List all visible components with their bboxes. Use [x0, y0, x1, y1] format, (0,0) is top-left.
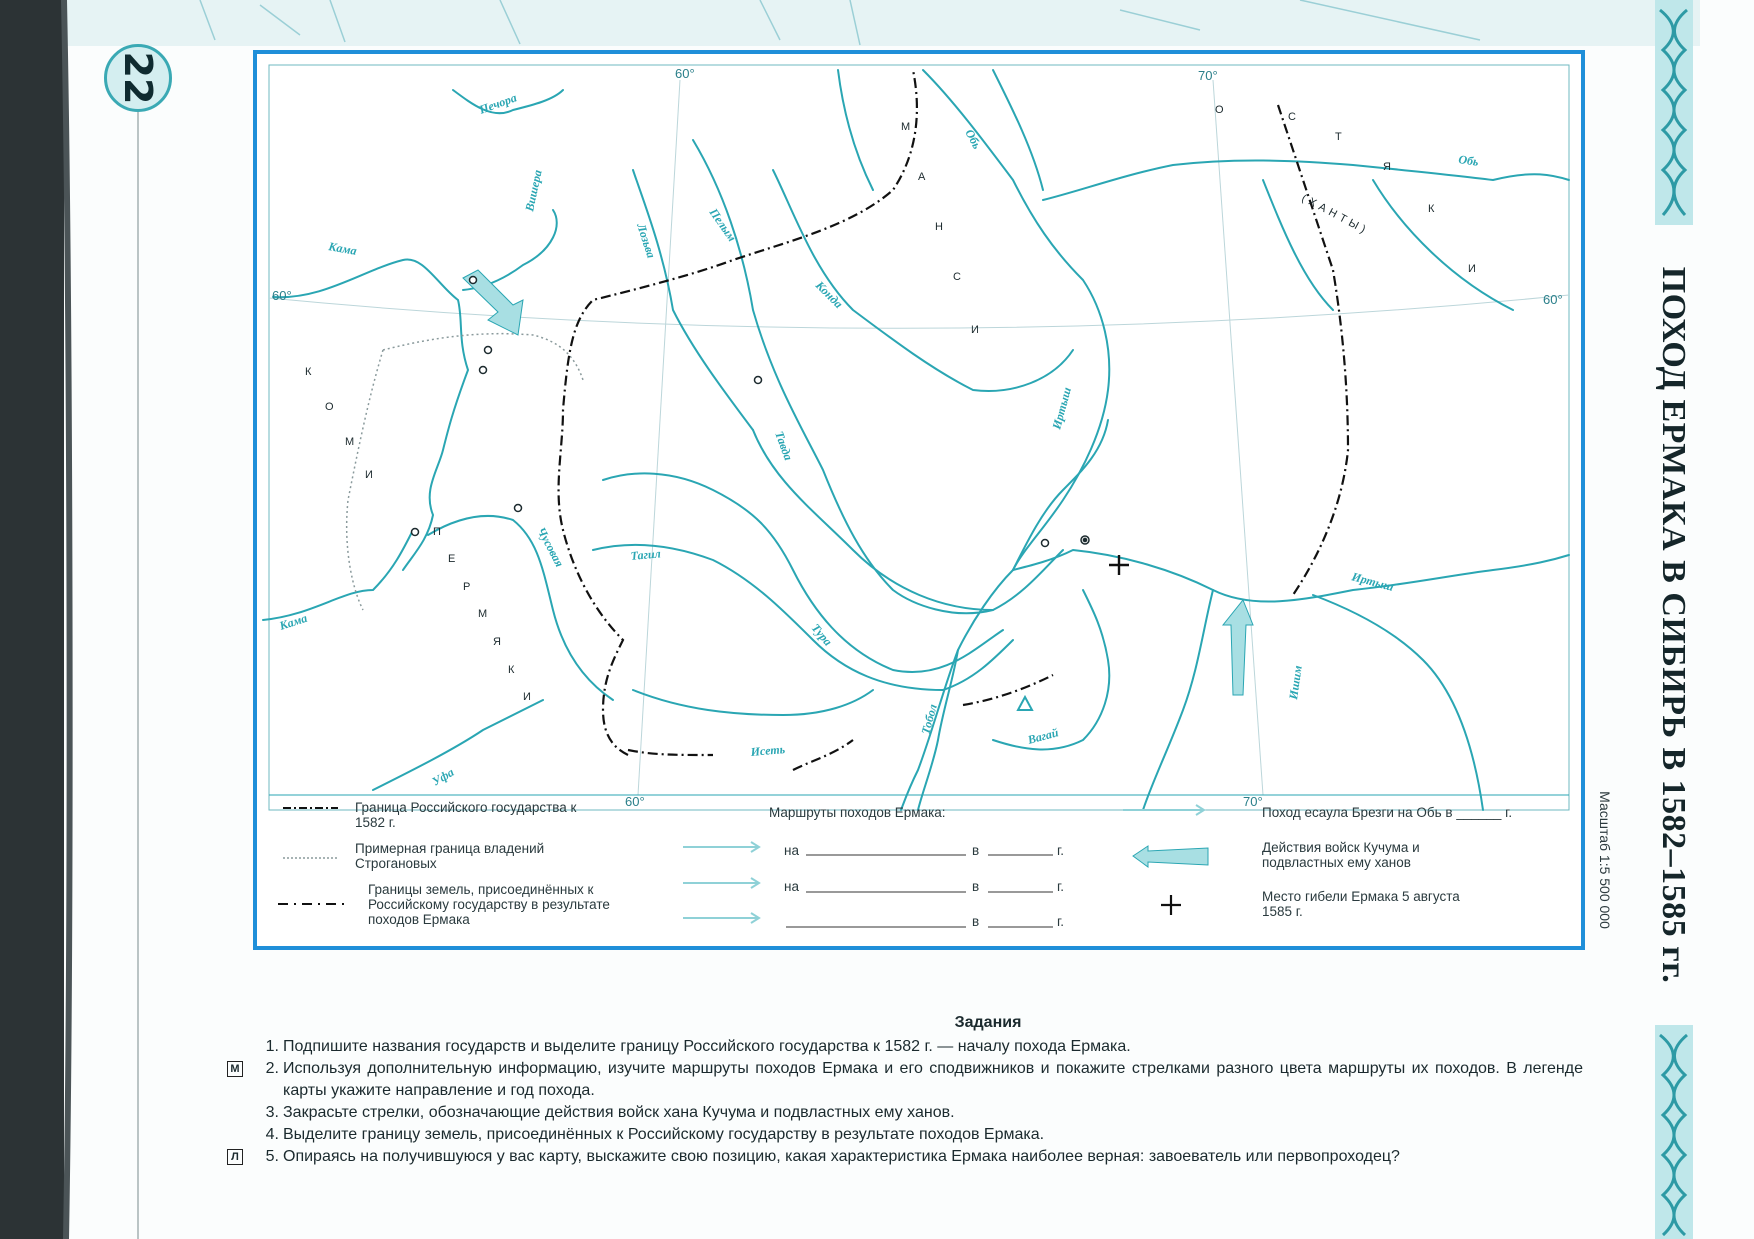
river-kama-lower	[263, 530, 413, 620]
legend-brezga: Поход есаула Брезги на Обь в ______ г.	[1262, 805, 1513, 820]
route-row-2-mid: в	[972, 879, 980, 894]
border-annexed-south-2	[793, 740, 853, 770]
legend-death: Место гибели Ермака 5 августа 1585 г.	[1262, 889, 1460, 919]
khanty-label: (ХАНТЫ)	[1299, 192, 1371, 238]
permyaki-letter: Я	[493, 636, 501, 648]
route-row-2-prefix: на	[784, 879, 799, 894]
capital-isker-dot	[1083, 538, 1086, 541]
map-scale: Масштаб 1:5 500 000	[1597, 791, 1613, 929]
tasks-section	[230, 1012, 1583, 1168]
tasks-title: Задания	[954, 1014, 1022, 1031]
task-item-1: 1. Подпишите названия государств и выделите границу Российского государства к 1582 г. — началу похода Ермака.	[265, 1038, 1131, 1055]
permyaki-letter: Р	[463, 581, 471, 593]
komi-letter: К	[305, 366, 312, 378]
komi-letter: М	[345, 436, 355, 448]
label-vagai: Вагай	[1026, 725, 1060, 747]
river-ob-north	[923, 70, 1109, 570]
meridian-label-70-top: 70°	[1198, 68, 1218, 83]
river-irtysh-east	[1013, 550, 1569, 602]
label-konda: Конда	[812, 278, 846, 311]
meridian-label-60-top: 60°	[675, 66, 695, 81]
route-row-3-mid: в	[972, 914, 980, 929]
legend-brezga-arrow	[1123, 805, 1204, 815]
legend-death-cross	[1161, 895, 1181, 915]
legend-kuchum-arrow	[1133, 846, 1208, 867]
label-lozva: Лозьва	[634, 221, 659, 260]
border-annexed-mid	[963, 675, 1053, 705]
rivers	[263, 70, 1569, 810]
permyaki-letter: М	[478, 608, 488, 620]
label-pelym: Пелым	[706, 205, 740, 245]
permyaki-letter: К	[508, 664, 515, 676]
mansi-letter: И	[971, 324, 979, 336]
komi-letter: О	[325, 401, 334, 413]
mansi-letter: М	[901, 121, 911, 133]
page-title: ПОХОД ЕРМАКА В СИБИРЬ В 1582–1585 гг.	[1655, 266, 1692, 984]
ostyaki-letter: К	[1428, 203, 1435, 215]
label-chusovaya: Чусовая	[534, 524, 567, 570]
river-vagai	[993, 590, 1109, 749]
river-iset	[633, 690, 873, 715]
river-lozva	[633, 170, 753, 430]
legend-route-arrow-3	[683, 913, 759, 923]
parallel-label-60-right: 60°	[1543, 292, 1563, 307]
river-east-tributary	[1313, 595, 1483, 810]
river-kama	[273, 259, 468, 570]
label-vishera: Вишера	[522, 168, 545, 213]
label-kama-north: Кама	[327, 239, 358, 258]
legend-routes-title: Маршруты походов Ермака:	[769, 805, 946, 820]
task-item-3: 3. Закрасьте стрелки, обозначающие действия войск хана Кучума и подвластных ему ханов.	[265, 1104, 955, 1121]
town-marker	[755, 377, 762, 384]
label-ufa: Уфа	[429, 764, 457, 789]
route-row-2-suffix: г.	[1057, 879, 1065, 894]
task-mark-m: М	[227, 1061, 243, 1077]
legend-kuchum: Действия войск Кучума и подвластных ему ханов	[1262, 840, 1420, 870]
town-marker	[470, 277, 477, 284]
route-row-3-suffix: г.	[1057, 914, 1065, 929]
kuchum-arrow-2	[1223, 600, 1253, 695]
town-marker	[515, 505, 522, 512]
river-chusovaya	[428, 516, 613, 700]
label-irtysh-north: Иртыш	[1049, 385, 1074, 431]
legend-stroganov: Примерная граница владений Строгановых	[355, 841, 545, 871]
river-tura	[593, 545, 1013, 690]
komi-letter: И	[365, 469, 373, 481]
town-marker	[480, 367, 487, 374]
ornament-bottom-right	[1655, 1025, 1693, 1239]
river-konda	[773, 170, 1073, 391]
route-row-1-mid: в	[972, 843, 980, 858]
river-ishim	[1143, 590, 1213, 810]
route-row-1-prefix: на	[784, 843, 799, 858]
label-tobol: Тобол	[918, 702, 940, 736]
label-tagil: Тагил	[630, 546, 662, 563]
mansi-letter: Н	[935, 221, 943, 233]
town-marker	[485, 347, 492, 354]
river-north-creek-2	[993, 70, 1043, 190]
label-ob-east: Обь	[1457, 152, 1480, 169]
river-north-creek-1	[838, 70, 873, 190]
mansi-letter: А	[918, 171, 926, 183]
label-tura: Тура	[808, 620, 835, 649]
river-ufa	[373, 700, 543, 790]
ostyaki-letter: Т	[1335, 131, 1342, 143]
task-item-5: Л 5. Опираясь на получившуюся у вас карту, выскажите свою позицию, какая характеристика Ермака наиболее верная: завоеватель или первопроходец?	[253, 1146, 1583, 1168]
legend-route-arrow-1	[683, 842, 759, 852]
triangle-marker	[1018, 697, 1032, 710]
permyaki-letter: П	[433, 526, 441, 538]
task-mark-l: Л	[227, 1149, 243, 1165]
task-item-4: 4. Выделите границу земель, присоединённых к Российскому государству в результате походов Ермака.	[265, 1126, 1045, 1143]
border-annexed-east	[1278, 105, 1348, 595]
label-ishim: Ишим	[1286, 664, 1305, 701]
graticule	[269, 80, 1569, 795]
permyaki-letter: И	[523, 691, 531, 703]
legend-route-arrow-2	[683, 878, 759, 888]
ostyaki-letter: С	[1288, 111, 1296, 123]
town-marker	[1042, 540, 1049, 547]
parallel-label-60-left: 60°	[272, 288, 292, 303]
permyaki-letter: Е	[448, 553, 456, 565]
legend-annexed: Границы земель, присоединённых к Российскому государству в результате походов Ермака	[368, 882, 610, 927]
label-tavda: Тавда	[772, 429, 796, 463]
meridian-label-60-bottom: 60°	[625, 794, 645, 809]
ostyaki-letter: И	[1468, 263, 1476, 275]
ostyaki-letter: Я	[1383, 161, 1391, 173]
label-pechora: Печора	[477, 90, 519, 117]
label-ob-north: Обь	[962, 126, 985, 152]
route-row-1-suffix: г.	[1057, 843, 1065, 858]
river-tagil	[603, 473, 1003, 672]
ostyaki-letter: О	[1215, 104, 1224, 116]
town-marker	[412, 529, 419, 536]
river-north-tributary-2	[1373, 180, 1513, 310]
label-iset: Исеть	[750, 742, 786, 759]
page-number: 22	[104, 44, 172, 112]
label-kama-south: Кама	[277, 610, 309, 633]
label-irtysh-east: Иртыш	[1350, 569, 1396, 594]
ornament-top-right	[1655, 0, 1693, 225]
border-1582	[559, 70, 917, 755]
river-north-tributary-1	[1263, 180, 1333, 310]
mansi-letter: С	[953, 271, 961, 283]
meridian-label-70-bottom: 70°	[1243, 794, 1263, 809]
legend-border-1582: Граница Российского государства к 1582 г.	[355, 800, 577, 830]
task-item-2: М 2. Используя дополнительную информацию, изучите маршруты походов Ермака и его сподвижников и покажите стрелками разного цвета маршруты их походов. В легенде карты укажите направление и год похода.	[253, 1058, 1583, 1102]
